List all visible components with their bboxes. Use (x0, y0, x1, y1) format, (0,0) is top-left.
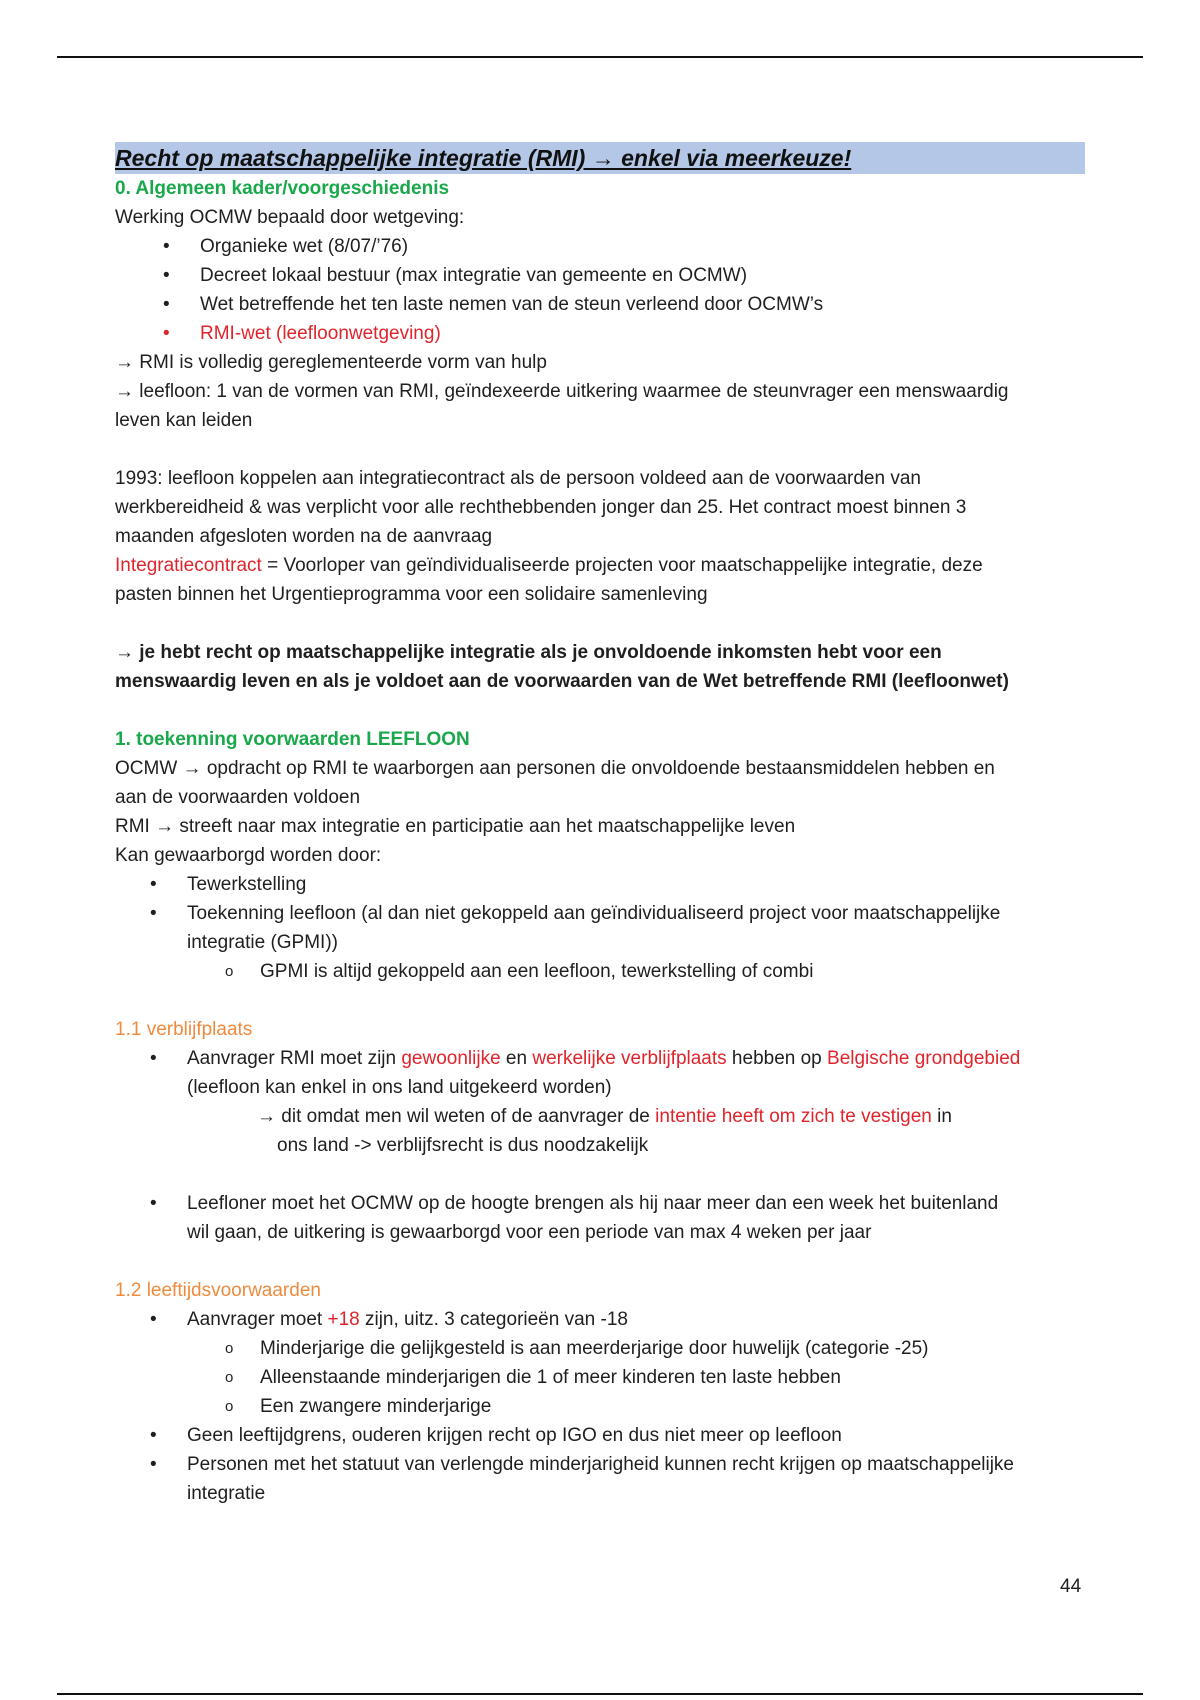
paragraph: → RMI is volledig gereglementeerde vorm van hulp (115, 352, 547, 373)
paragraph: aan de voorwaarden voldoen (115, 787, 361, 808)
list-item: • Wet betreffende het ten laste nemen van de steun verleend door OCMW’s (115, 290, 1090, 319)
paragraph: 1993: leefloon koppelen aan integratiecontract als de persoon voldeed aan de voorwaarden van (115, 468, 921, 489)
bullet-icon: • (150, 1309, 157, 1330)
conclusion: → je hebt recht op maatschappelijke integratie als je onvoldoende inkomsten hebt voor een (115, 642, 942, 663)
bullet-icon: • (163, 294, 170, 315)
bullet-icon: • (163, 265, 170, 286)
list-item: • Decreet lokaal bestuur (max integratie van gemeente en OCMW) (115, 261, 1090, 290)
list-item: • RMI-wet (leefloonwetgeving) (115, 319, 1090, 348)
list-item-continuation: integratie (187, 1483, 266, 1504)
bullet-icon: • (150, 874, 157, 895)
paragraph: RMI → streeft naar max integratie en participatie aan het maatschappelijke leven (115, 816, 796, 837)
section-heading-1-1: 1.1 verblijfplaats (115, 1019, 253, 1040)
bullet-icon: • (150, 1425, 157, 1446)
section-heading-1: 1. toekenning voorwaarden LEEFLOON (115, 729, 470, 750)
circle-bullet-icon: o (225, 1340, 234, 1357)
list-item: • Aanvrager RMI moet zijn gewoonlijke en werkelijke verblijfplaats hebben op Belgische grondgebied (115, 1044, 1090, 1073)
sub-list-item: o Alleenstaande minderjarigen die 1 of meer kinderen ten laste hebben (115, 1363, 1090, 1392)
arrow-note-continuation: ons land -> verblijfsrecht is dus noodzakelijk (277, 1135, 649, 1156)
paragraph: Werking OCMW bepaald door wetgeving: (115, 207, 465, 228)
list-item: • Organieke wet (8/07/’76) (115, 232, 1090, 261)
bullet-icon: • (150, 1193, 157, 1214)
header-rule (57, 56, 1143, 58)
term: Integratiecontract (115, 555, 262, 576)
list-item-continuation: wil gaan, de uitkering is gewaarborgd voor een periode van max 4 weken per jaar (187, 1222, 872, 1243)
paragraph: werkbereidheid & was verplicht voor alle rechthebbenden jonger dan 25. Het contract moest binnen 3 (115, 497, 967, 518)
list-item: • Tewerkstelling (115, 870, 1090, 899)
bullet-icon: • (163, 323, 170, 344)
section-heading-1-2: 1.2 leeftijdsvoorwaarden (115, 1280, 321, 1301)
circle-bullet-icon: o (225, 1398, 234, 1415)
section-heading-0: 0. Algemeen kader/voorgeschiedenis (115, 178, 450, 199)
circle-bullet-icon: o (225, 1369, 234, 1386)
paragraph: OCMW → opdracht op RMI te waarborgen aan personen die onvoldoende bestaansmiddelen hebben en (115, 758, 995, 779)
bullet-icon: • (163, 236, 170, 257)
paragraph: pasten binnen het Urgentieprogramma voor een solidaire samenleving (115, 584, 708, 605)
paragraph: → leefloon: 1 van de vormen van RMI, geïndexeerde uitkering waarmee de steunvrager een menswaardig (115, 381, 1009, 402)
footer-rule (57, 1693, 1143, 1695)
conclusion: menswaardig leven en als je voldoet aan de voorwaarden van de Wet betreffende RMI (leefloonwet) (115, 671, 1009, 692)
list-item-continuation: (leefloon kan enkel in ons land uitgekeerd worden) (187, 1077, 612, 1098)
document-body (115, 142, 1090, 1508)
paragraph: Integratiecontract = Voorloper van geïndividualiseerde projecten voor maatschappelijke integratie, deze (115, 555, 983, 576)
page-title: Recht op maatschappelijke integratie (RMI) → enkel via meerkeuze! (115, 142, 1085, 174)
list-item: • Leefloner moet het OCMW op de hoogte brengen als hij naar meer dan een week het buitenland (115, 1189, 1090, 1218)
list-item: • Aanvrager moet +18 zijn, uitz. 3 categorieën van -18 (115, 1305, 1090, 1334)
sub-list-item: o Een zwangere minderjarige (115, 1392, 1090, 1421)
arrow-note: → dit omdat men wil weten of de aanvrager de intentie heeft om zich te vestigen in (257, 1106, 952, 1127)
bullet-icon: • (150, 903, 157, 924)
list-item: • Personen met het statuut van verlengde minderjarigheid kunnen recht krijgen op maatschappelijke (115, 1450, 1090, 1479)
circle-bullet-icon: o (225, 963, 234, 980)
list-item: • Toekenning leefloon (al dan niet gekoppeld aan geïndividualiseerd project voor maatschappelijke (115, 899, 1090, 928)
paragraph: maanden afgesloten worden na de aanvraag (115, 526, 493, 547)
sub-list-item: o GPMI is altijd gekoppeld aan een leefloon, tewerkstelling of combi (115, 957, 1090, 986)
list-item: • Geen leeftijdgrens, ouderen krijgen recht op IGO en dus niet meer op leefloon (115, 1421, 1090, 1450)
page-number: 44 (1060, 1576, 1082, 1597)
paragraph: leven kan leiden (115, 410, 253, 431)
bullet-icon: • (150, 1454, 157, 1475)
paragraph: Kan gewaarborgd worden door: (115, 845, 382, 866)
list-item-continuation: integratie (GPMI)) (187, 932, 338, 953)
sub-list-item: o Minderjarige die gelijkgesteld is aan meerderjarige door huwelijk (categorie -25) (115, 1334, 1090, 1363)
bullet-icon: • (150, 1048, 157, 1069)
